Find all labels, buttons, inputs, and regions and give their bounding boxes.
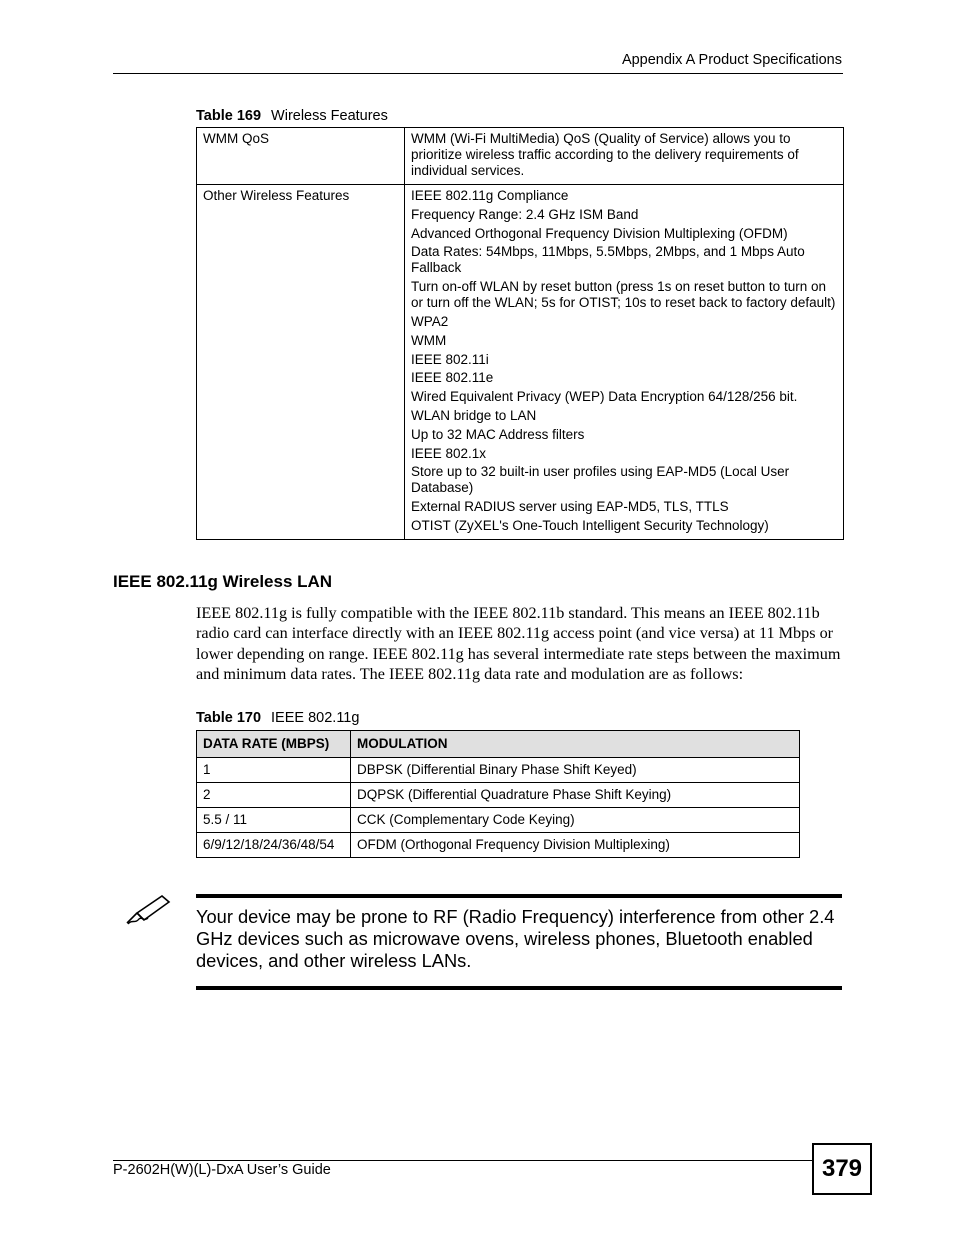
feature-item: WPA2 — [411, 313, 449, 329]
note-pen-icon — [124, 893, 174, 934]
data-rate-cell: 6/9/12/18/24/36/48/54 — [197, 833, 351, 858]
table-170-title: IEEE 802.11g — [271, 710, 360, 726]
page-number: 379 — [812, 1143, 872, 1195]
feature-item: External RADIUS server using EAP-MD5, TLS, TTLS — [411, 499, 729, 515]
table-row — [197, 758, 800, 783]
modulation-cell: DBPSK (Differential Binary Phase Shift Keyed) — [351, 758, 800, 783]
table-row — [197, 808, 800, 833]
table-header-row — [197, 731, 800, 758]
header-rule — [113, 73, 843, 74]
feature-item: Turn on-off WLAN by reset button (press 1s on reset button to turn on or turn off the WLAN; 5s for OTIST; 10s to reset back to factory default) — [411, 279, 836, 311]
note-bottom-rule — [196, 986, 842, 990]
feature-item: IEEE 802.11i — [411, 351, 489, 367]
guide-title: P-2602H(W)(L)-DxA User’s Guide — [113, 1162, 331, 1178]
data-rate-cell: 1 — [197, 758, 351, 783]
wireless-features-table — [196, 127, 844, 540]
feature-item: WMM — [411, 332, 447, 348]
table-170-caption — [196, 710, 359, 726]
section-heading: IEEE 802.11g Wireless LAN — [113, 572, 333, 591]
feature-item: Frequency Range: 2.4 GHz ISM Band — [411, 206, 639, 222]
table-row — [197, 128, 844, 185]
note-top-rule — [196, 894, 842, 898]
feature-item: Up to 32 MAC Address filters — [411, 426, 585, 442]
feature-description-cell — [405, 128, 844, 185]
table-row — [197, 833, 800, 858]
modulation-cell: OFDM (Orthogonal Frequency Division Multiplexing) — [351, 833, 800, 858]
table-169-label: Table 169 — [196, 108, 262, 124]
body-paragraph: IEEE 802.11g is fully compatible with the IEEE 802.11b standard. This means an IEEE 802.11b radio card can interface directly with an IEEE 802.11g access point (and vice versa) at 11 Mbps or lower depending on range. IEEE 802.11g has several intermediate rate steps between the maximum and minimum data rates. The IEEE 802.11g data rate and modulation are as follows: — [196, 604, 841, 683]
feature-item: OTIST (ZyXEL's One-Touch Intelligent Security Technology) — [411, 517, 769, 533]
feature-item: IEEE 802.1x — [411, 445, 487, 461]
feature-item: IEEE 802.11g Compliance — [411, 188, 569, 203]
data-rate-cell: 5.5 / 11 — [197, 808, 351, 833]
table-169-caption — [196, 108, 388, 124]
feature-description-cell — [405, 185, 844, 540]
feature-item: Store up to 32 built-in user profiles using EAP-MD5 (Local User Database) — [411, 464, 790, 496]
feature-item: Advanced Orthogonal Frequency Division Multiplexing (OFDM) — [411, 225, 788, 241]
table-row — [197, 185, 844, 540]
data-rate-table — [196, 730, 800, 858]
column-header-modulation: MODULATION — [351, 731, 800, 758]
feature-name-cell: Other Wireless Features — [197, 185, 405, 540]
feature-item: IEEE 802.11e — [411, 370, 494, 386]
footer-rule — [113, 1160, 812, 1161]
running-header: Appendix A Product Specifications — [621, 52, 842, 68]
table-row — [197, 783, 800, 808]
feature-item: Wired Equivalent Privacy (WEP) Data Encryption 64/128/256 bit. — [411, 389, 798, 405]
modulation-cell: DQPSK (Differential Quadrature Phase Shift Keying) — [351, 783, 800, 808]
feature-item: WMM (Wi-Fi MultiMedia) QoS (Quality of Service) allows you to prioritize wireless traffic according to the delivery requirements of individual services. — [411, 131, 799, 178]
note-text: Your device may be prone to RF (Radio Frequency) interference from other 2.4 GHz devices such as microwave ovens, wireless phones, Bluetooth enabled devices, and other wireless LANs. — [196, 906, 835, 971]
feature-item: Data Rates: 54Mbps, 11Mbps, 5.5Mbps, 2Mbps, and 1 Mbps Auto Fallback — [411, 244, 805, 276]
table-170-label: Table 170 — [196, 710, 262, 726]
column-header-data-rate: DATA RATE (MBPS) — [197, 731, 351, 758]
feature-name-cell: WMM QoS — [197, 128, 405, 185]
data-rate-cell: 2 — [197, 783, 351, 808]
feature-item: WLAN bridge to LAN — [411, 407, 537, 423]
modulation-cell: CCK (Complementary Code Keying) — [351, 808, 800, 833]
table-169-title: Wireless Features — [271, 108, 388, 124]
